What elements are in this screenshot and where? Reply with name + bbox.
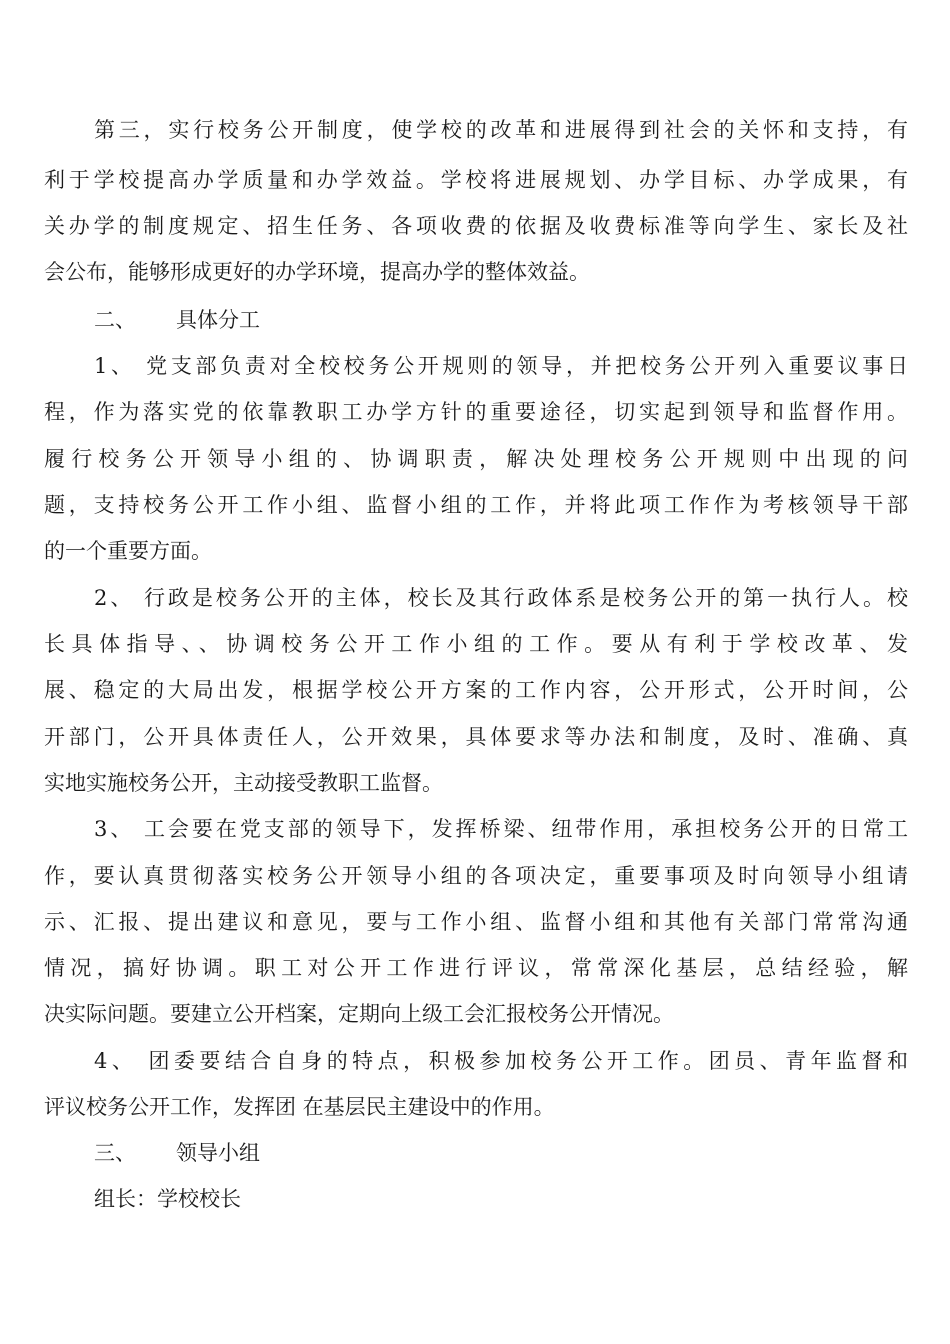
paragraph-line: 2、 行政是校务公开的主体，校长及其行政体系是校务公开的第一执行人。校 bbox=[94, 586, 908, 610]
paragraph-line: 的一个重要方面。 bbox=[44, 539, 212, 563]
section-title: 具体分工 bbox=[176, 308, 260, 332]
paragraph-line: 实地实施校务公开，主动接受教职工监督。 bbox=[44, 771, 443, 795]
paragraph-line: 开部门，公开具体责任人，公开效果，具体要求等办法和制度，及时、准确、真 bbox=[44, 725, 908, 749]
paragraph-line: 4、 团委要结合自身的特点，积极参加校务公开工作。团员、青年监督和 bbox=[94, 1049, 908, 1073]
section-number: 二、 bbox=[94, 308, 136, 332]
section-number: 三、 bbox=[94, 1141, 136, 1165]
paragraph-line: 关办学的制度规定、招生任务、各项收费的依据及收费标准等向学生、家长及社 bbox=[44, 214, 908, 238]
paragraph-line: 决实际问题。要建立公开档案，定期向上级工会汇报校务公开情况。 bbox=[44, 1002, 674, 1026]
paragraph-line: 利于学校提高办学质量和办学效益。学校将进展规划、办学目标、办学成果，有 bbox=[44, 168, 908, 192]
paragraph-line: 评议校务公开工作，发挥团 在基层民主建设中的作用。 bbox=[44, 1095, 555, 1119]
paragraph-line: 程，作为落实党的依靠教职工办学方针的重要途径，切实起到领导和监督作用。 bbox=[44, 400, 908, 424]
paragraph-line: 1、 党支部负责对全校校务公开规则的领导，并把校务公开列入重要议事日 bbox=[94, 354, 908, 378]
section-heading bbox=[94, 300, 494, 340]
paragraph-line: 作，要认真贯彻落实校务公开领导小组的各项决定，重要事项及时向领导小组请 bbox=[44, 864, 908, 888]
paragraph-line: 题，支持校务公开工作小组、监督小组的工作，并将此项工作作为考核领导干部 bbox=[44, 493, 908, 517]
section-title: 领导小组 bbox=[176, 1141, 260, 1165]
section-heading bbox=[94, 1133, 494, 1173]
paragraph-line: 情况，搞好协调。职工对公开工作进行评议，常常深化基层，总结经验，解 bbox=[44, 956, 908, 980]
paragraph-line: 示、汇报、提出建议和意见，要与工作小组、监督小组和其他有关部门常常沟通 bbox=[44, 910, 908, 934]
paragraph-line: 3、 工会要在党支部的领导下，发挥桥梁、纽带作用，承担校务公开的日常工 bbox=[94, 817, 908, 841]
paragraph-line: 展、稳定的大局出发，根据学校公开方案的工作内容，公开形式，公开时间，公 bbox=[44, 678, 908, 702]
paragraph-line: 长具体指导、、协调校务公开工作小组的工作。要从有利于学校改革、发 bbox=[44, 632, 908, 656]
paragraph-line: 会公布，能够形成更好的办学环境，提高办学的整体效益。 bbox=[44, 260, 590, 284]
paragraph-line: 第三，实行校务公开制度，使学校的改革和进展得到社会的关怀和支持，有 bbox=[94, 118, 908, 142]
leader-line: 组长：学校校长 bbox=[94, 1187, 241, 1211]
paragraph-line: 履行校务公开领导小组的、协调职责，解决处理校务公开规则中出现的问 bbox=[44, 447, 908, 471]
